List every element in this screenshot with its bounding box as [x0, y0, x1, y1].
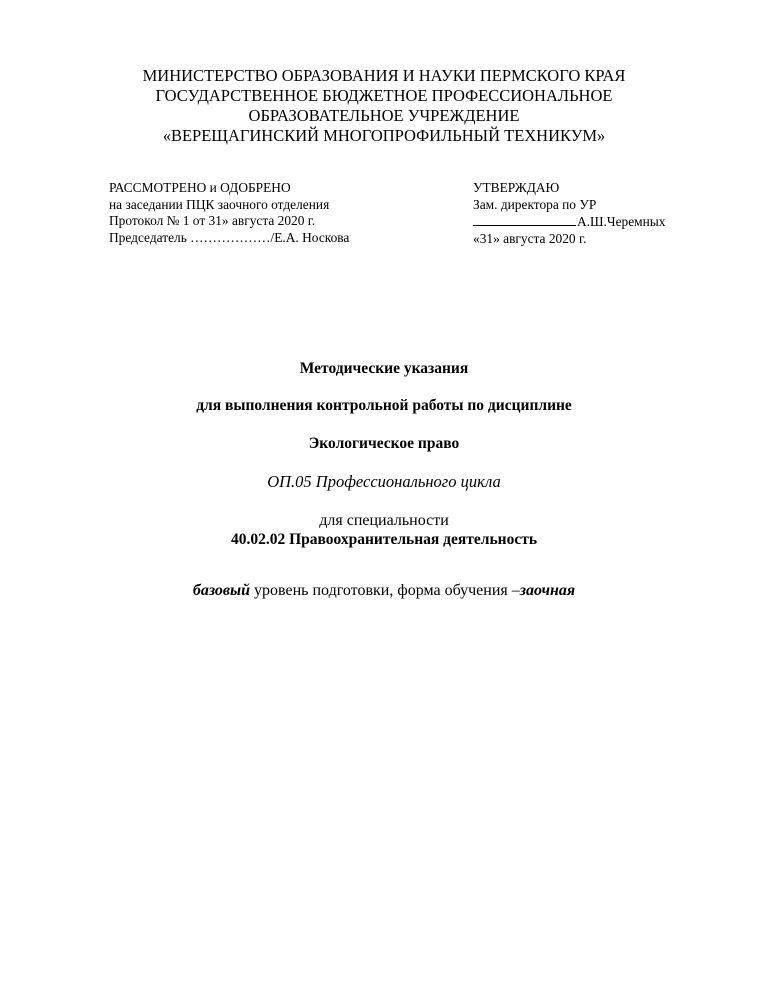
- approved-date: «31» августа 2020 г.: [473, 230, 587, 246]
- reviewed-chairman: Председатель ………………/Е.А. Носкова: [109, 229, 350, 245]
- approval-approved-block: [473, 180, 666, 247]
- doc-purpose: для выполнения контрольной работы по дисциплине: [196, 397, 572, 414]
- organization-header: [0, 66, 768, 146]
- header-line-institution-name: «ВЕРЕЩАГИНСКИЙ МНОГОПРОФИЛЬНЫЙ ТЕХНИКУМ»: [162, 126, 606, 145]
- doc-for-specialty: для специальности: [319, 512, 449, 529]
- doc-training-level: [0, 582, 768, 600]
- header-line-ministry: МИНИСТЕРСТВО ОБРАЗОВАНИЯ И НАУКИ ПЕРМСКОГО КРАЯ: [142, 66, 626, 85]
- approved-signature-line: [473, 213, 666, 231]
- header-line-institution-type: ГОСУДАРСТВЕННОЕ БЮДЖЕТНОЕ ПРОФЕССИОНАЛЬНОЕ: [155, 86, 613, 105]
- doc-discipline: Экологическое право: [308, 435, 460, 452]
- header-line-institution-kind: ОБРАЗОВАТЕЛЬНОЕ УЧРЕЖДЕНИЕ: [248, 106, 520, 125]
- reviewed-protocol: Протокол № 1 от 31» августа 2020 г.: [109, 213, 316, 228]
- form-word: заочная: [519, 582, 576, 599]
- reviewed-title: РАССМОТРЕНО и ОДОБРЕНО: [109, 180, 291, 195]
- approval-reviewed-block: [109, 180, 349, 246]
- approved-title: УТВЕРЖДАЮ: [473, 180, 560, 195]
- signature-blank: [473, 213, 576, 226]
- level-text: уровень подготовки, форма обучения –: [250, 582, 520, 599]
- doc-cycle: ОП.05 Профессионального цикла: [267, 472, 501, 491]
- level-word: базовый: [192, 582, 251, 599]
- doc-title: Методические указания: [299, 360, 469, 377]
- approved-signer: А.Ш.Черемных: [577, 214, 666, 229]
- doc-specialty: 40.02.02 Правоохранительная деятельность: [230, 531, 538, 548]
- reviewed-committee: на заседании ПЦК заочного отделения: [109, 196, 330, 212]
- approved-position: Зам. директора по УР: [473, 196, 597, 212]
